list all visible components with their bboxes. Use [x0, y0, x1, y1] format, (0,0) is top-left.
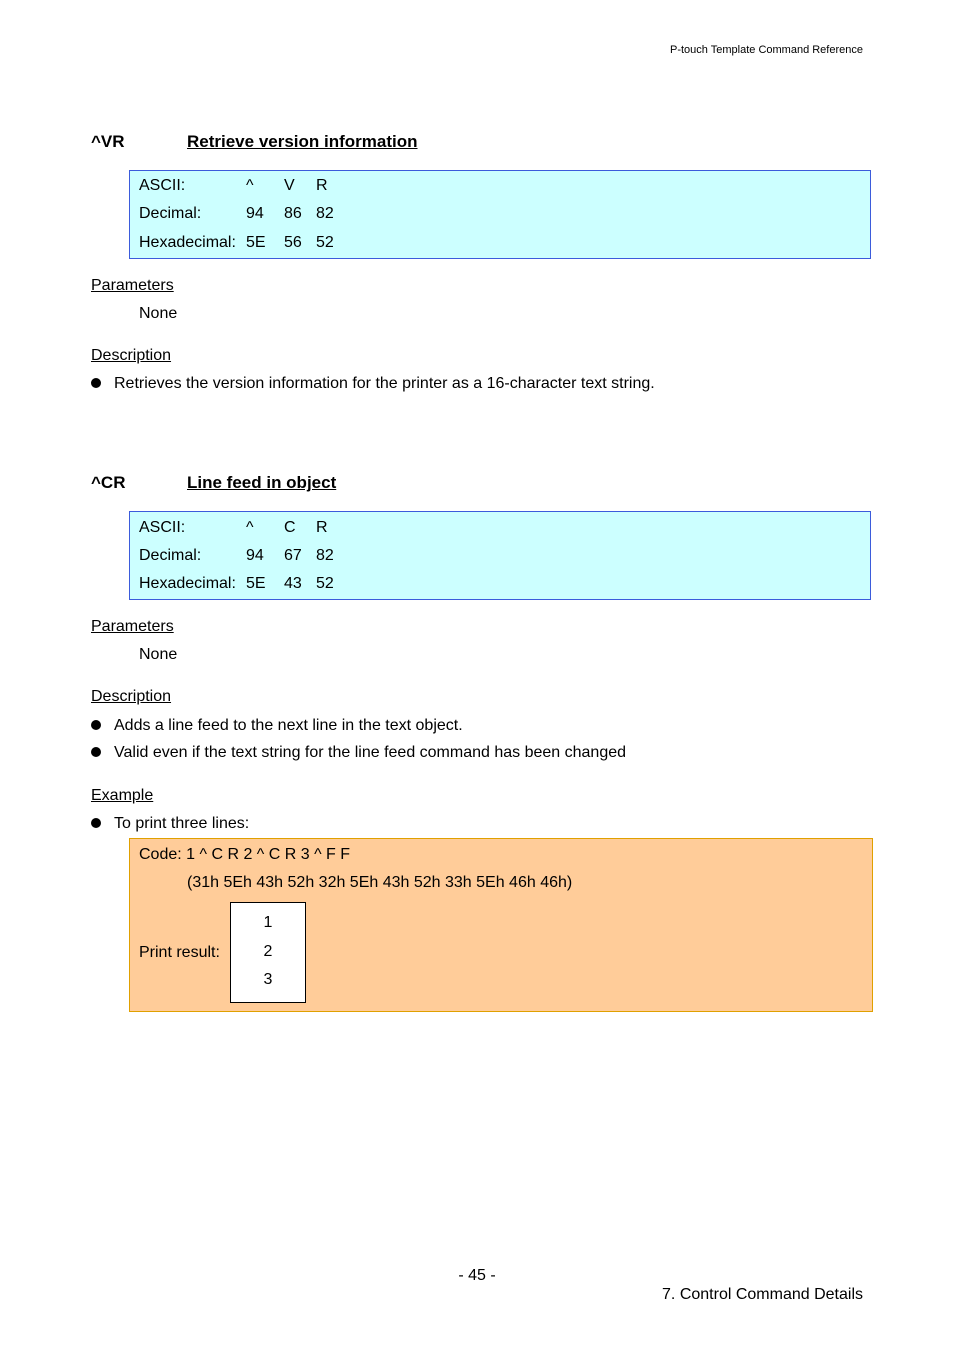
- vr-parameters-label: Parameters: [91, 277, 174, 294]
- bullet-icon: [91, 818, 101, 828]
- print-result-box: [230, 902, 306, 1003]
- vr-description-text: Retrieves the version information for the printer as a 16-character text string.: [114, 375, 655, 392]
- print-result-line: 1: [263, 914, 273, 931]
- bullet-icon: [91, 747, 101, 757]
- cr-command-title: Line feed in object: [187, 473, 337, 492]
- cr-heading: [91, 473, 336, 493]
- vr-description-item: [91, 375, 655, 393]
- cr-hex-label: Hexadecimal:: [139, 575, 236, 592]
- cr-parameters-label: Parameters: [91, 618, 174, 635]
- cr-description-item: [91, 744, 626, 762]
- cr-ascii-1: ^: [246, 519, 254, 536]
- cr-decimal-2: 67: [284, 547, 302, 564]
- vr-decimal-label: Decimal:: [139, 205, 202, 222]
- bullet-icon: [91, 720, 101, 730]
- cr-example-box: [129, 838, 873, 1012]
- bullet-icon: [91, 378, 101, 388]
- cr-example-label: Example: [91, 787, 154, 804]
- vr-heading: [91, 132, 418, 152]
- vr-ascii-label: ASCII:: [139, 177, 186, 194]
- cr-description-item: [91, 717, 463, 735]
- cr-parameters-value: None: [139, 646, 178, 663]
- header-reference: P-touch Template Command Reference: [669, 44, 863, 56]
- example-print-result-label: Print result:: [139, 944, 220, 961]
- cr-hex-2: 43: [284, 575, 302, 592]
- cr-description-text: Valid even if the text string for the line feed command has been changed: [114, 744, 627, 761]
- vr-description-label: Description: [91, 347, 172, 364]
- cr-ascii-3: R: [316, 519, 328, 536]
- vr-ascii-2: V: [284, 177, 295, 194]
- vr-decimal-3: 82: [316, 205, 334, 222]
- cr-command-code: ^CR: [91, 473, 126, 492]
- vr-command-code: ^VR: [91, 132, 125, 151]
- vr-ascii-1: ^: [246, 177, 254, 194]
- vr-hex-2: 56: [284, 234, 302, 251]
- vr-hex-3: 52: [316, 234, 334, 251]
- vr-hex-1: 5E: [246, 234, 266, 251]
- vr-ascii-3: R: [316, 177, 328, 194]
- print-result-line: 3: [263, 971, 273, 988]
- cr-decimal-1: 94: [246, 547, 264, 564]
- vr-parameters-value: None: [139, 305, 178, 322]
- vr-decimal-1: 94: [246, 205, 264, 222]
- example-code-line: Code: 1 ^ C R 2 ^ C R 3 ^ F F: [139, 846, 351, 863]
- print-result-line: 2: [263, 943, 273, 960]
- cr-description-text: Adds a line feed to the next line in the text object.: [114, 717, 463, 734]
- cr-example-intro-item: [91, 815, 249, 833]
- vr-command-title: Retrieve version information: [187, 132, 418, 151]
- vr-code-table: [129, 170, 871, 259]
- cr-decimal-3: 82: [316, 547, 334, 564]
- vr-decimal-2: 86: [284, 205, 302, 222]
- cr-description-label: Description: [91, 688, 172, 705]
- page-number: - 45 -: [458, 1267, 496, 1284]
- cr-example-intro: To print three lines:: [114, 815, 250, 832]
- cr-ascii-label: ASCII:: [139, 519, 186, 536]
- cr-ascii-2: C: [284, 519, 296, 536]
- example-hex-line: (31h 5Eh 43h 52h 32h 5Eh 43h 52h 33h 5Eh 46h 46h): [187, 874, 573, 891]
- cr-hex-3: 52: [316, 575, 334, 592]
- footer-chapter: 7. Control Command Details: [662, 1286, 863, 1303]
- vr-hex-label: Hexadecimal:: [139, 234, 236, 251]
- cr-decimal-label: Decimal:: [139, 547, 202, 564]
- cr-code-table: [129, 511, 871, 600]
- cr-hex-1: 5E: [246, 575, 266, 592]
